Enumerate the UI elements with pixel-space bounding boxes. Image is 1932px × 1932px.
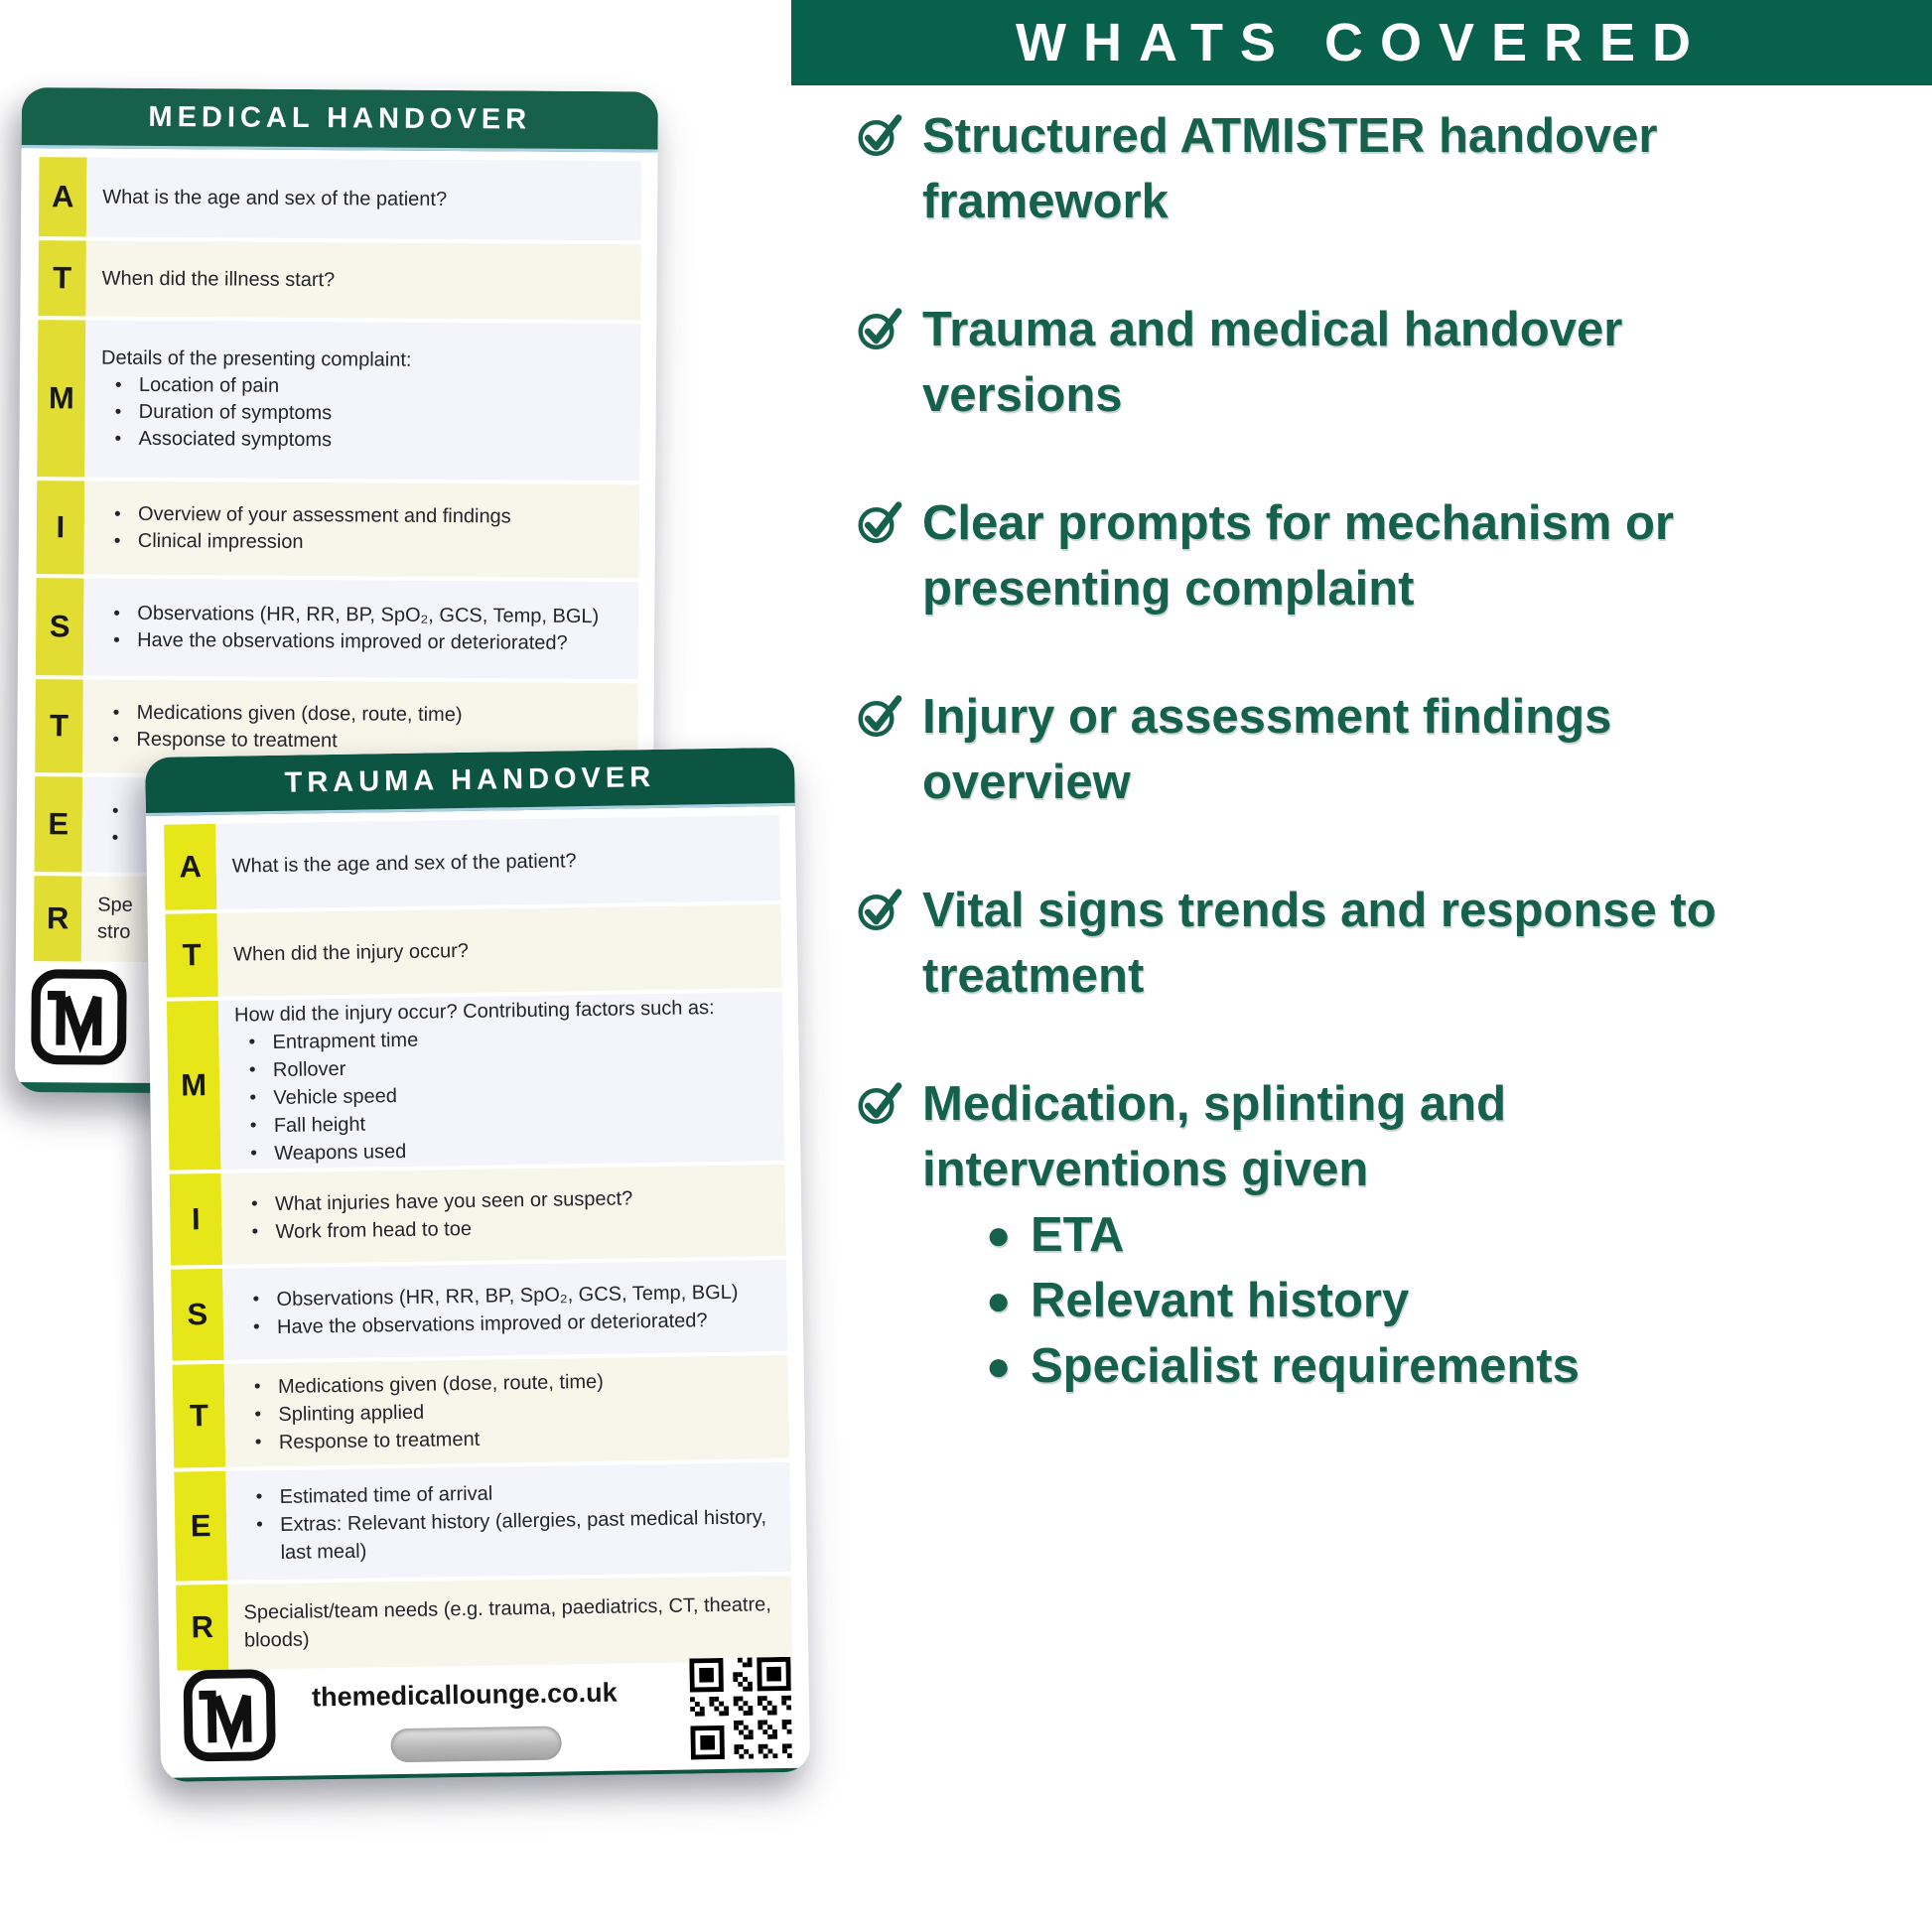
bullet-dot: • — [111, 827, 119, 849]
bullet-dot: ● — [986, 1277, 1012, 1323]
row-letter: E — [34, 776, 82, 872]
sub-item-text: Relevant history — [1031, 1274, 1410, 1327]
trauma-card-footer — [159, 1661, 810, 1778]
row-text: Clinical impression — [137, 529, 304, 553]
row-text: How did the injury occur? Contributing factors such as: — [233, 997, 715, 1027]
row-text: When did the injury occur? — [232, 939, 470, 966]
card-row-a-0 — [164, 815, 780, 910]
bullet-dot: • — [113, 530, 121, 552]
check-circle-icon — [857, 690, 904, 742]
checklist-item-text — [922, 490, 1674, 621]
bullet-dot: • — [249, 1087, 257, 1109]
row-text: Extras: Relevant history (allergies, past medical history, last meal) — [279, 1506, 767, 1564]
bullet-dot: • — [113, 503, 121, 525]
row-line — [101, 345, 632, 376]
row-content — [222, 1260, 787, 1360]
row-content — [216, 904, 781, 997]
row-line — [233, 932, 773, 969]
bullet-dot: ● — [986, 1211, 1012, 1258]
card-row-i-3 — [37, 481, 640, 578]
row-letter: T — [35, 679, 83, 772]
row-text: Response to treatment — [278, 1428, 481, 1453]
bullet-dot: • — [251, 1221, 259, 1243]
bullet-dot: • — [114, 401, 122, 423]
row-content — [218, 992, 785, 1170]
row-text: Estimated time of arrival — [279, 1482, 493, 1508]
row-line — [232, 844, 772, 881]
row-text: Spe — [97, 894, 133, 916]
row-text: When did the illness start? — [101, 267, 336, 291]
bullet-dot: • — [252, 1289, 260, 1311]
card-row-m-2 — [167, 992, 785, 1171]
checklist-line: framework — [922, 175, 1169, 228]
row-letter: R — [176, 1585, 228, 1671]
row-content — [215, 815, 780, 909]
checklist-line: presenting complaint — [922, 562, 1415, 616]
trauma-card-rows — [146, 806, 808, 1671]
card-row-s-4 — [36, 578, 639, 679]
checklist-item-text — [922, 103, 1658, 234]
checklist-sub-item — [986, 1202, 1909, 1268]
card-row-a-0 — [39, 157, 642, 240]
row-text: Observations (HR, RR, BP, SpO₂, GCS, Temp, BGL) — [276, 1281, 739, 1311]
bullet-dot: • — [250, 1143, 258, 1165]
bullet-dot: • — [255, 1514, 263, 1536]
card-row-i-3 — [170, 1165, 786, 1266]
row-letter: M — [167, 1001, 221, 1171]
checklist-line: versions — [922, 368, 1123, 422]
check-circle-icon — [857, 303, 904, 354]
bullet-dot: • — [254, 1432, 262, 1453]
medical-lounge-logo-icon — [181, 1667, 277, 1763]
row-line — [102, 265, 633, 296]
row-letter: A — [39, 157, 87, 236]
row-text: Vehicle speed — [273, 1085, 398, 1110]
check-circle-icon — [857, 109, 904, 161]
bullet-dot: • — [113, 603, 121, 624]
qr-code — [689, 1657, 792, 1760]
row-content — [227, 1576, 792, 1670]
row-text: Response to treatment — [136, 728, 338, 753]
row-text: Medications given (dose, route, time) — [136, 701, 463, 727]
row-content — [84, 320, 640, 481]
sub-item-text: Specialist requirements — [1031, 1339, 1580, 1393]
whats-covered-checklist — [857, 103, 1909, 1399]
checklist-line: Trauma and medical handover — [922, 303, 1623, 356]
checklist-line: overview — [922, 756, 1131, 809]
bullet-dot: • — [249, 1115, 257, 1137]
row-text: Duration of symptoms — [138, 400, 333, 425]
row-line — [115, 372, 632, 403]
row-text: Location of pain — [138, 373, 280, 397]
bullet-dot: • — [114, 428, 122, 450]
row-text: Medications given (dose, route, time) — [277, 1370, 605, 1398]
row-line — [114, 426, 631, 457]
card-row-t-1 — [165, 904, 781, 998]
row-line — [114, 528, 631, 559]
checklist-sub-item — [986, 1268, 1909, 1333]
row-text: Splinting applied — [278, 1401, 425, 1426]
checklist-item-5 — [857, 1071, 1909, 1202]
row-text: What injuries have you seen or suspect? — [274, 1187, 633, 1215]
row-text: Overview of your assessment and findings — [137, 502, 511, 528]
medical-card-title: MEDICAL HANDOVER — [22, 87, 658, 152]
checklist-line: interventions given — [922, 1143, 1369, 1196]
checklist-item-2 — [857, 490, 1909, 621]
row-letter: E — [174, 1471, 227, 1582]
trauma-card-title: TRAUMA HANDOVER — [145, 748, 795, 816]
row-text: Rollover — [272, 1057, 346, 1082]
row-text: Have the observations improved or deteriorated? — [276, 1310, 708, 1338]
checklist-item-text — [922, 297, 1622, 428]
row-content — [86, 157, 642, 240]
checklist-item-0 — [857, 103, 1909, 234]
row-letter: S — [36, 578, 84, 675]
card-row-t-5 — [173, 1355, 790, 1468]
bullet-dot: • — [254, 1404, 262, 1426]
check-circle-icon — [857, 496, 904, 548]
row-letter: T — [173, 1364, 226, 1468]
checklist-line: Clear prompts for mechanism or — [922, 496, 1674, 550]
row-letter: T — [165, 913, 217, 998]
sub-item-text: ETA — [1031, 1208, 1125, 1262]
row-text: Have the observations improved or deteriorated? — [137, 628, 568, 654]
row-content — [84, 481, 640, 578]
card-row-t-1 — [38, 240, 641, 320]
row-line — [113, 601, 630, 631]
row-content — [83, 578, 639, 679]
checklist-line: treatment — [922, 949, 1145, 1003]
bullet-dot: • — [253, 1376, 261, 1398]
row-content — [224, 1355, 790, 1467]
row-text: What is the age and sex of the patient? — [231, 850, 577, 878]
checklist-line: Structured ATMISTER handover — [922, 109, 1658, 163]
website-url: themedicallounge.co.uk — [311, 1677, 618, 1713]
row-text: Specialist/team needs (e.g. trauma, paediatrics, CT, theatre, bloods) — [243, 1593, 772, 1652]
row-text: Fall height — [273, 1113, 366, 1138]
card-row-m-2 — [37, 320, 640, 481]
card-row-r-7 — [176, 1576, 792, 1671]
bullet-dot: • — [111, 800, 119, 822]
row-text: What is the age and sex of the patient? — [102, 186, 448, 210]
checklist-sub-list — [857, 1202, 1909, 1399]
row-letter: I — [37, 481, 85, 574]
row-letter: T — [38, 240, 86, 316]
row-line — [115, 399, 632, 430]
checklist-item-3 — [857, 684, 1909, 815]
row-letter: S — [171, 1269, 223, 1361]
row-line — [113, 700, 630, 731]
row-text: Associated symptoms — [138, 427, 333, 452]
checklist-line: Vital signs trends and response to — [922, 884, 1717, 937]
checklist-sub-item — [986, 1333, 1909, 1399]
bullet-dot: • — [113, 629, 120, 651]
bullet-dot: • — [112, 702, 120, 724]
bullet-dot: • — [255, 1486, 263, 1508]
row-letter: I — [170, 1173, 222, 1266]
bullet-dot: • — [248, 1032, 256, 1053]
checklist-item-4 — [857, 878, 1909, 1009]
bullet-dot: • — [114, 374, 122, 396]
row-text: Entrapment time — [272, 1029, 419, 1054]
row-line — [102, 184, 633, 214]
row-letter: M — [37, 320, 85, 477]
checklist-item-1 — [857, 297, 1909, 428]
card-row-e-6 — [174, 1462, 791, 1582]
trauma-handover-card — [145, 748, 810, 1782]
row-line — [256, 1503, 783, 1567]
row-letter: A — [164, 824, 216, 910]
bullet-dot: ● — [986, 1342, 1012, 1389]
bullet-dot: • — [252, 1316, 260, 1338]
row-text: Weapons used — [274, 1140, 407, 1166]
row-line — [113, 627, 630, 658]
card-row-s-4 — [171, 1260, 787, 1361]
check-circle-icon — [857, 1077, 904, 1129]
checklist-item-text — [922, 1071, 1506, 1202]
bullet-dot: • — [248, 1059, 256, 1081]
check-circle-icon — [857, 884, 904, 935]
row-content — [225, 1462, 791, 1581]
medical-lounge-logo-icon — [29, 967, 129, 1067]
bullet-dot: • — [112, 729, 120, 751]
row-text: Work from head to toe — [275, 1217, 473, 1243]
row-text: stro — [96, 920, 131, 943]
row-line — [243, 1590, 784, 1655]
row-letter: R — [34, 876, 82, 961]
bullet-dot: • — [250, 1193, 258, 1215]
checklist-item-text — [922, 684, 1611, 815]
row-text: Observations (HR, RR, BP, SpO₂, GCS, Temp, BGL) — [137, 602, 600, 628]
lanyard-slot — [390, 1726, 562, 1763]
row-text: Details of the presenting complaint: — [101, 346, 412, 371]
checklist-line: Injury or assessment findings — [922, 690, 1612, 744]
row-line — [114, 501, 631, 532]
row-content — [85, 240, 641, 320]
row-content — [221, 1165, 786, 1265]
checklist-line: Medication, splinting and — [922, 1077, 1506, 1131]
checklist-item-text — [922, 878, 1717, 1009]
whats-covered-header: WHATS COVERED — [791, 0, 1932, 85]
